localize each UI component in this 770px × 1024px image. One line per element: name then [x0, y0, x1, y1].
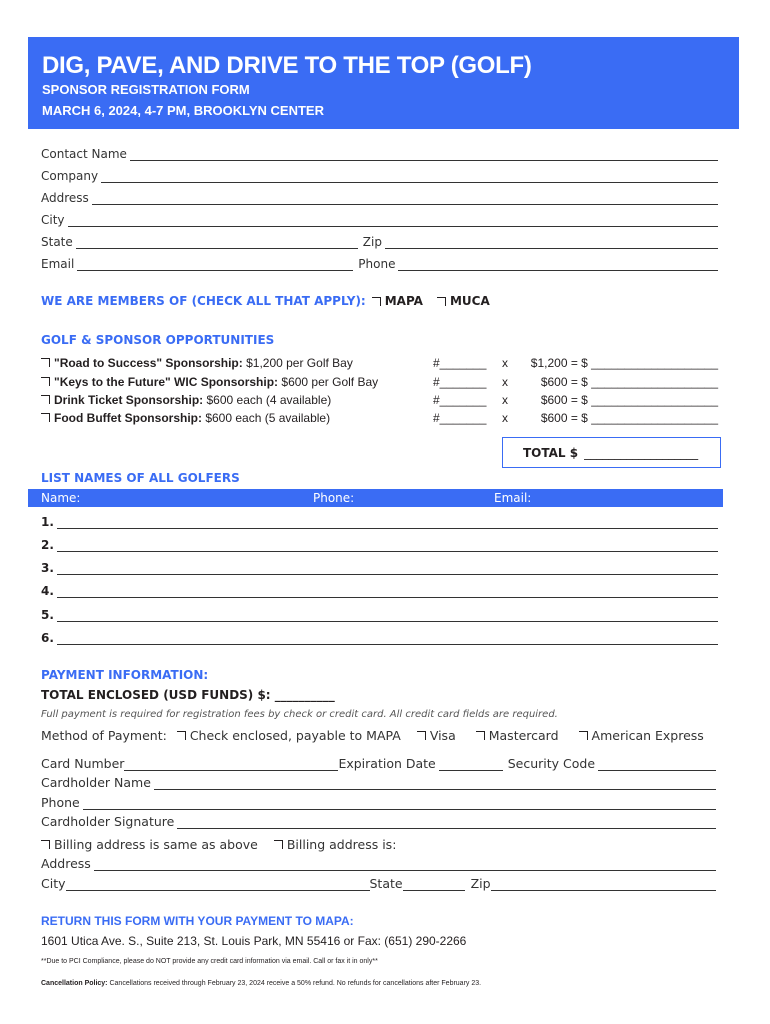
- billing-row: [41, 836, 731, 852]
- form-subtitle: SPONSOR REGISTRATION FORM: [42, 82, 250, 97]
- sponsorship-name: Food Buffet Sponsorship:: [54, 410, 202, 425]
- method-check-option[interactable]: [177, 728, 401, 743]
- billing-zip-label: Zip: [470, 876, 491, 891]
- sponsorship-item[interactable]: [41, 373, 378, 390]
- members-label: WE ARE MEMBERS OF (CHECK ALL THAT APPLY):: [41, 294, 366, 308]
- contact-name-row: [41, 145, 718, 161]
- sponsorship-name: "Road to Success" Sponsorship:: [54, 355, 243, 370]
- payment-phone-field[interactable]: [83, 799, 716, 810]
- signature-field[interactable]: [177, 818, 716, 829]
- card-number-label: Card Number: [41, 756, 125, 771]
- cardholder-name-field[interactable]: [154, 779, 716, 790]
- method-check-label: Check enclosed, payable to MAPA: [189, 727, 401, 743]
- payment-method-row: [41, 727, 731, 743]
- sponsorship-name: Drink Ticket Sponsorship:: [54, 392, 204, 407]
- sponsorship-detail: $600 each (4 available): [206, 392, 332, 407]
- cardholder-name-label: Cardholder Name: [41, 775, 151, 790]
- method-visa-label: Visa: [429, 727, 456, 743]
- billing-is-option[interactable]: [274, 837, 397, 852]
- billing-state-field[interactable]: [403, 880, 465, 891]
- security-code-label: Security Code: [507, 756, 596, 771]
- name-column-header: Name:: [41, 491, 81, 505]
- golfer-row: [41, 582, 718, 598]
- payment-phone-label: Phone: [41, 795, 80, 810]
- security-code-field[interactable]: [598, 760, 716, 771]
- quantity-field[interactable]: #_______: [433, 410, 487, 425]
- golfer-number: 6.: [41, 631, 54, 645]
- email-label: Email: [41, 257, 75, 271]
- sponsorship-detail: $600 each (5 available): [205, 410, 331, 425]
- golfer-field[interactable]: [57, 564, 718, 575]
- payment-heading: PAYMENT INFORMATION:: [41, 668, 209, 682]
- state-label: State: [41, 235, 73, 249]
- billing-is-label: Billing address is:: [286, 836, 397, 852]
- quantity-field[interactable]: #_______: [433, 392, 487, 407]
- amount-field[interactable]: $600 = $ ___________________: [540, 410, 718, 425]
- phone-column-header: Phone:: [313, 491, 355, 505]
- sponsorship-calc-row: [433, 391, 718, 408]
- golfer-row: [41, 559, 718, 575]
- golfer-row: [41, 513, 718, 529]
- amount-field[interactable]: $600 = $ ___________________: [540, 374, 718, 389]
- expiration-label: Expiration Date: [338, 756, 436, 771]
- total-field[interactable]: ___________________: [584, 445, 699, 460]
- sponsorship-heading: GOLF & SPONSOR OPPORTUNITIES: [41, 333, 275, 347]
- quantity-field[interactable]: #_______: [433, 355, 487, 370]
- golfer-row: [41, 606, 718, 622]
- return-heading: RETURN THIS FORM WITH YOUR PAYMENT TO MAPA:: [41, 914, 354, 928]
- phone-field[interactable]: [398, 260, 718, 271]
- sponsorship-item[interactable]: [41, 391, 331, 408]
- billing-city-row: [41, 875, 716, 891]
- mapa-label: MAPA: [384, 294, 423, 308]
- address-field[interactable]: [92, 194, 718, 205]
- method-amex-option[interactable]: [579, 728, 704, 743]
- amount-field[interactable]: $600 = $ ___________________: [540, 392, 718, 407]
- header-banner: [28, 37, 739, 129]
- golfer-number: 5.: [41, 608, 54, 622]
- multiply-sign: x: [502, 374, 508, 389]
- method-mastercard-label: Mastercard: [488, 727, 559, 743]
- billing-address-row: [41, 855, 716, 871]
- muca-checkbox-icon[interactable]: [437, 297, 446, 306]
- card-row: [41, 755, 716, 771]
- contact-name-label: Contact Name: [41, 147, 127, 161]
- form-title: DIG, PAVE, AND DRIVE TO THE TOP (GOLF): [42, 52, 532, 79]
- muca-option[interactable]: [437, 294, 490, 308]
- sponsorship-calc-row: [433, 409, 718, 426]
- checkbox-icon[interactable]: [41, 358, 50, 367]
- sponsorship-detail: $600 per Golf Bay: [281, 374, 379, 389]
- signature-row: [41, 813, 716, 829]
- state-zip-row: [41, 233, 718, 249]
- cancellation-label: Cancellation Policy:: [41, 980, 108, 987]
- golfer-field[interactable]: [57, 634, 718, 645]
- billing-same-option[interactable]: [41, 837, 258, 852]
- cancellation-policy: [41, 980, 481, 987]
- cancellation-text: Cancellations received through February 23, 2024 receive a 50% refund. No refunds for cancellations after February 23.: [109, 980, 482, 987]
- sponsorship-item[interactable]: [41, 354, 353, 371]
- total-box: [502, 437, 721, 468]
- card-number-field[interactable]: [124, 760, 338, 771]
- amount-field[interactable]: $1,200 = $ ___________________: [530, 355, 718, 370]
- golfer-field[interactable]: [57, 541, 718, 552]
- sponsorship-calc-row: [433, 354, 718, 371]
- sponsorship-name: "Keys to the Future" WIC Sponsorship:: [54, 374, 279, 389]
- golfer-field[interactable]: [57, 518, 718, 529]
- golfers-heading: LIST NAMES OF ALL GOLFERS: [41, 471, 240, 485]
- payment-note: Full payment is required for registration fees by check or credit card. All credit card fields are required.: [41, 709, 558, 720]
- email-phone-row: [41, 255, 718, 271]
- expiration-field[interactable]: [439, 760, 503, 771]
- company-field[interactable]: [101, 172, 718, 183]
- quantity-field[interactable]: #_______: [433, 374, 487, 389]
- checkbox-icon[interactable]: [41, 413, 50, 422]
- city-row: [41, 211, 718, 227]
- golfer-row: [41, 629, 718, 645]
- checkbox-icon[interactable]: [41, 395, 50, 404]
- multiply-sign: x: [502, 355, 508, 370]
- city-field[interactable]: [68, 216, 718, 227]
- checkbox-icon[interactable]: [274, 840, 283, 849]
- sponsorship-calc-row: [433, 373, 718, 390]
- checkbox-icon[interactable]: [476, 731, 485, 740]
- method-mastercard-option[interactable]: [476, 728, 559, 743]
- billing-zip-field[interactable]: [491, 880, 716, 891]
- billing-same-label: Billing address is same as above: [54, 836, 258, 852]
- billing-address-field[interactable]: [94, 860, 716, 871]
- checkbox-icon[interactable]: [177, 731, 186, 740]
- billing-city-field[interactable]: [66, 880, 370, 891]
- checkbox-icon[interactable]: [579, 731, 588, 740]
- checkbox-icon[interactable]: [41, 377, 50, 386]
- company-row: [41, 167, 718, 183]
- golfer-number: 3.: [41, 561, 54, 575]
- pci-notice: **Due to PCI Compliance, please do NOT provide any credit card information via email. Call or fax it in only**: [41, 958, 378, 965]
- golfer-number: 1.: [41, 515, 54, 529]
- return-address: 1601 Utica Ave. S., Suite 213, St. Louis Park, MN 55416 or Fax: (651) 290-2266: [41, 934, 467, 948]
- checkbox-icon[interactable]: [417, 731, 426, 740]
- state-field[interactable]: [76, 238, 358, 249]
- multiply-sign: x: [502, 410, 508, 425]
- method-visa-option[interactable]: [417, 728, 456, 743]
- contact-name-field[interactable]: [130, 150, 718, 161]
- golfer-field[interactable]: [57, 587, 718, 598]
- cardholder-name-row: [41, 774, 716, 790]
- signature-label: Cardholder Signature: [41, 814, 175, 829]
- zip-label: Zip: [362, 235, 382, 249]
- sponsorship-item[interactable]: [41, 409, 330, 426]
- mapa-option[interactable]: [372, 294, 423, 308]
- checkbox-icon[interactable]: [41, 840, 50, 849]
- email-field[interactable]: [77, 260, 353, 271]
- method-amex-label: American Express: [591, 727, 704, 743]
- zip-field[interactable]: [385, 238, 718, 249]
- multiply-sign: x: [502, 392, 508, 407]
- city-label: City: [41, 213, 65, 227]
- address-label: Address: [41, 191, 89, 205]
- phone-label: Phone: [358, 257, 396, 271]
- total-enclosed[interactable]: TOTAL ENCLOSED (USD FUNDS) $: __________: [41, 688, 335, 702]
- golfers-header-bar: [28, 489, 723, 507]
- billing-state-label: State: [369, 876, 403, 891]
- golfer-row: [41, 536, 718, 552]
- address-row: [41, 189, 718, 205]
- mapa-checkbox-icon[interactable]: [372, 297, 381, 306]
- email-column-header: Email:: [494, 491, 532, 505]
- total-label: TOTAL $: [523, 445, 579, 460]
- company-label: Company: [41, 169, 99, 183]
- billing-address-label: Address: [41, 856, 91, 871]
- golfer-number: 4.: [41, 584, 54, 598]
- golfer-number: 2.: [41, 538, 54, 552]
- sponsorship-detail: $1,200 per Golf Bay: [246, 355, 353, 370]
- event-date-place: MARCH 6, 2024, 4-7 PM, BROOKLYN CENTER: [42, 103, 324, 118]
- muca-label: MUCA: [449, 294, 490, 308]
- billing-city-label: City: [41, 876, 66, 891]
- golfer-field[interactable]: [57, 611, 718, 622]
- members-row: [41, 294, 490, 308]
- payment-phone-row: [41, 794, 716, 810]
- method-label: Method of Payment:: [41, 727, 167, 743]
